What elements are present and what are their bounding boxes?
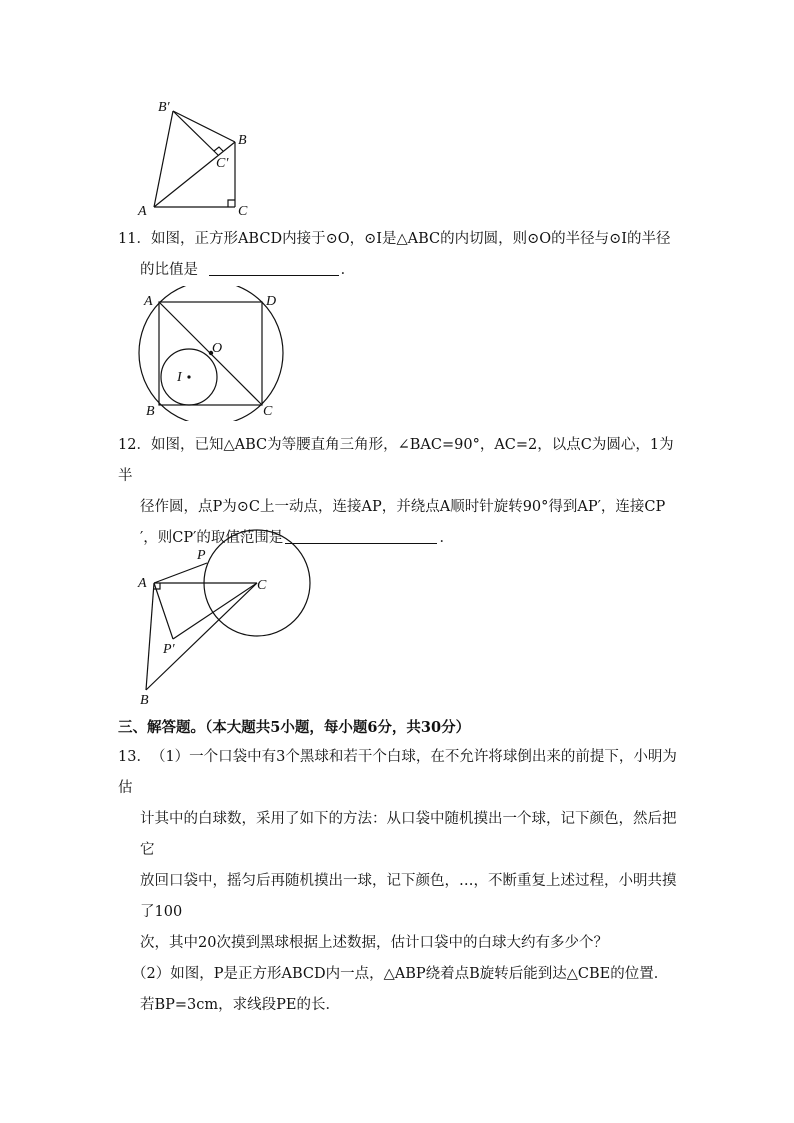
segment-AB-prime	[154, 111, 173, 207]
label-o: O	[212, 341, 223, 356]
segment-bc	[146, 583, 257, 690]
segment-ab	[146, 583, 154, 690]
figure-rotated-triangle	[130, 92, 270, 222]
section-3-heading: 三、解答题。（本大题共5小题，每小题6分，共30分）	[118, 719, 471, 736]
question-13-part-2-line-1: （2）如图，P是正方形ABCD内一点，△ABP绕着点B旋转后能到达△CBE的位置．	[132, 966, 669, 982]
figure-square-circle	[130, 286, 290, 421]
label-b-prime: B′	[158, 100, 170, 115]
segment-B-prime-C-prime	[173, 111, 218, 155]
label-a: A	[138, 576, 147, 591]
question-13-number: 13．	[118, 749, 151, 765]
question-13	[118, 742, 678, 1021]
question-11-period: ．	[340, 262, 356, 278]
question-13-part-1-line-1	[118, 742, 678, 804]
label-b: B	[140, 693, 149, 708]
point-i	[187, 375, 190, 378]
question-12-text-1: 如图，已知△ABC为等腰直角三角形，∠BAC=90°，AC=2，以点C为圆心，1为半	[118, 437, 674, 484]
figure-square-circle-svg	[130, 286, 290, 421]
question-12-number: 12．	[118, 437, 151, 453]
question-11-number: 11．	[118, 231, 151, 247]
label-c: C	[263, 404, 273, 419]
question-11-line-1	[118, 224, 678, 255]
question-13-part-1-line-2: 计其中的白球数，采用了如下的方法：从口袋中随机摸出一个球，记下颜色，然后把它	[140, 811, 677, 858]
figure-rotated-triangle-svg	[130, 92, 270, 222]
label-b: B	[146, 404, 155, 419]
question-12-period: ．	[439, 530, 454, 546]
question-11-text-2: 的比值是	[140, 262, 198, 278]
question-13-part-1-line-4: 次，其中20次摸到黑球根据上述数据，估计口袋中的白球大约有多少个？	[140, 935, 608, 951]
question-11-line-2	[118, 255, 678, 286]
segment-ap	[154, 563, 207, 583]
label-c: C	[238, 204, 248, 219]
label-p-prime: P′	[163, 642, 175, 657]
answer-blank-11[interactable]	[209, 259, 339, 276]
label-p: P	[197, 548, 206, 563]
label-c-prime: C′	[216, 156, 229, 171]
segment-ap-prime	[154, 583, 173, 639]
question-12-line-2	[118, 492, 678, 523]
question-12-text-3: ′，则CP′的取值范围是	[140, 530, 284, 546]
label-i: I	[177, 370, 182, 385]
question-13-part-2-line-2: 若BP=3cm，求线段PE的长．	[140, 997, 340, 1013]
label-c: C	[257, 578, 267, 593]
segment-cp-prime	[173, 583, 257, 639]
label-b: B	[238, 133, 247, 148]
label-a: A	[138, 204, 147, 219]
segment-B-prime-B	[173, 111, 235, 142]
right-angle-mark-c-prime	[214, 147, 223, 151]
question-12-line-1	[118, 430, 678, 492]
question-11	[118, 224, 678, 286]
question-13-part-1-line-3: 放回口袋中，摇匀后再随机摸出一球，记下颜色，…，不断重复上述过程，小明共摸了100	[140, 873, 677, 920]
figure-isosceles-circle	[130, 526, 320, 708]
figure-isosceles-circle-svg	[130, 526, 320, 708]
label-a: A	[144, 294, 153, 309]
segment-AB	[154, 142, 235, 207]
question-13-part-1-text-1: （1）一个口袋中有3个黑球和若干个白球，在不允许将球倒出来的前提下，小明为估	[118, 749, 677, 796]
right-angle-mark-c	[228, 200, 235, 207]
label-d: D	[266, 294, 277, 309]
question-12-text-2: 径作圆，点P为⊙C上一动点，连接AP，并绕点A顺时针旋转90°得到AP′，连接CP	[140, 499, 666, 515]
question-11-text-1: 如图，正方形ABCD内接于⊙O，⊙I是△ABC的内切圆，则⊙O的半径与⊙I的半径	[150, 231, 671, 247]
